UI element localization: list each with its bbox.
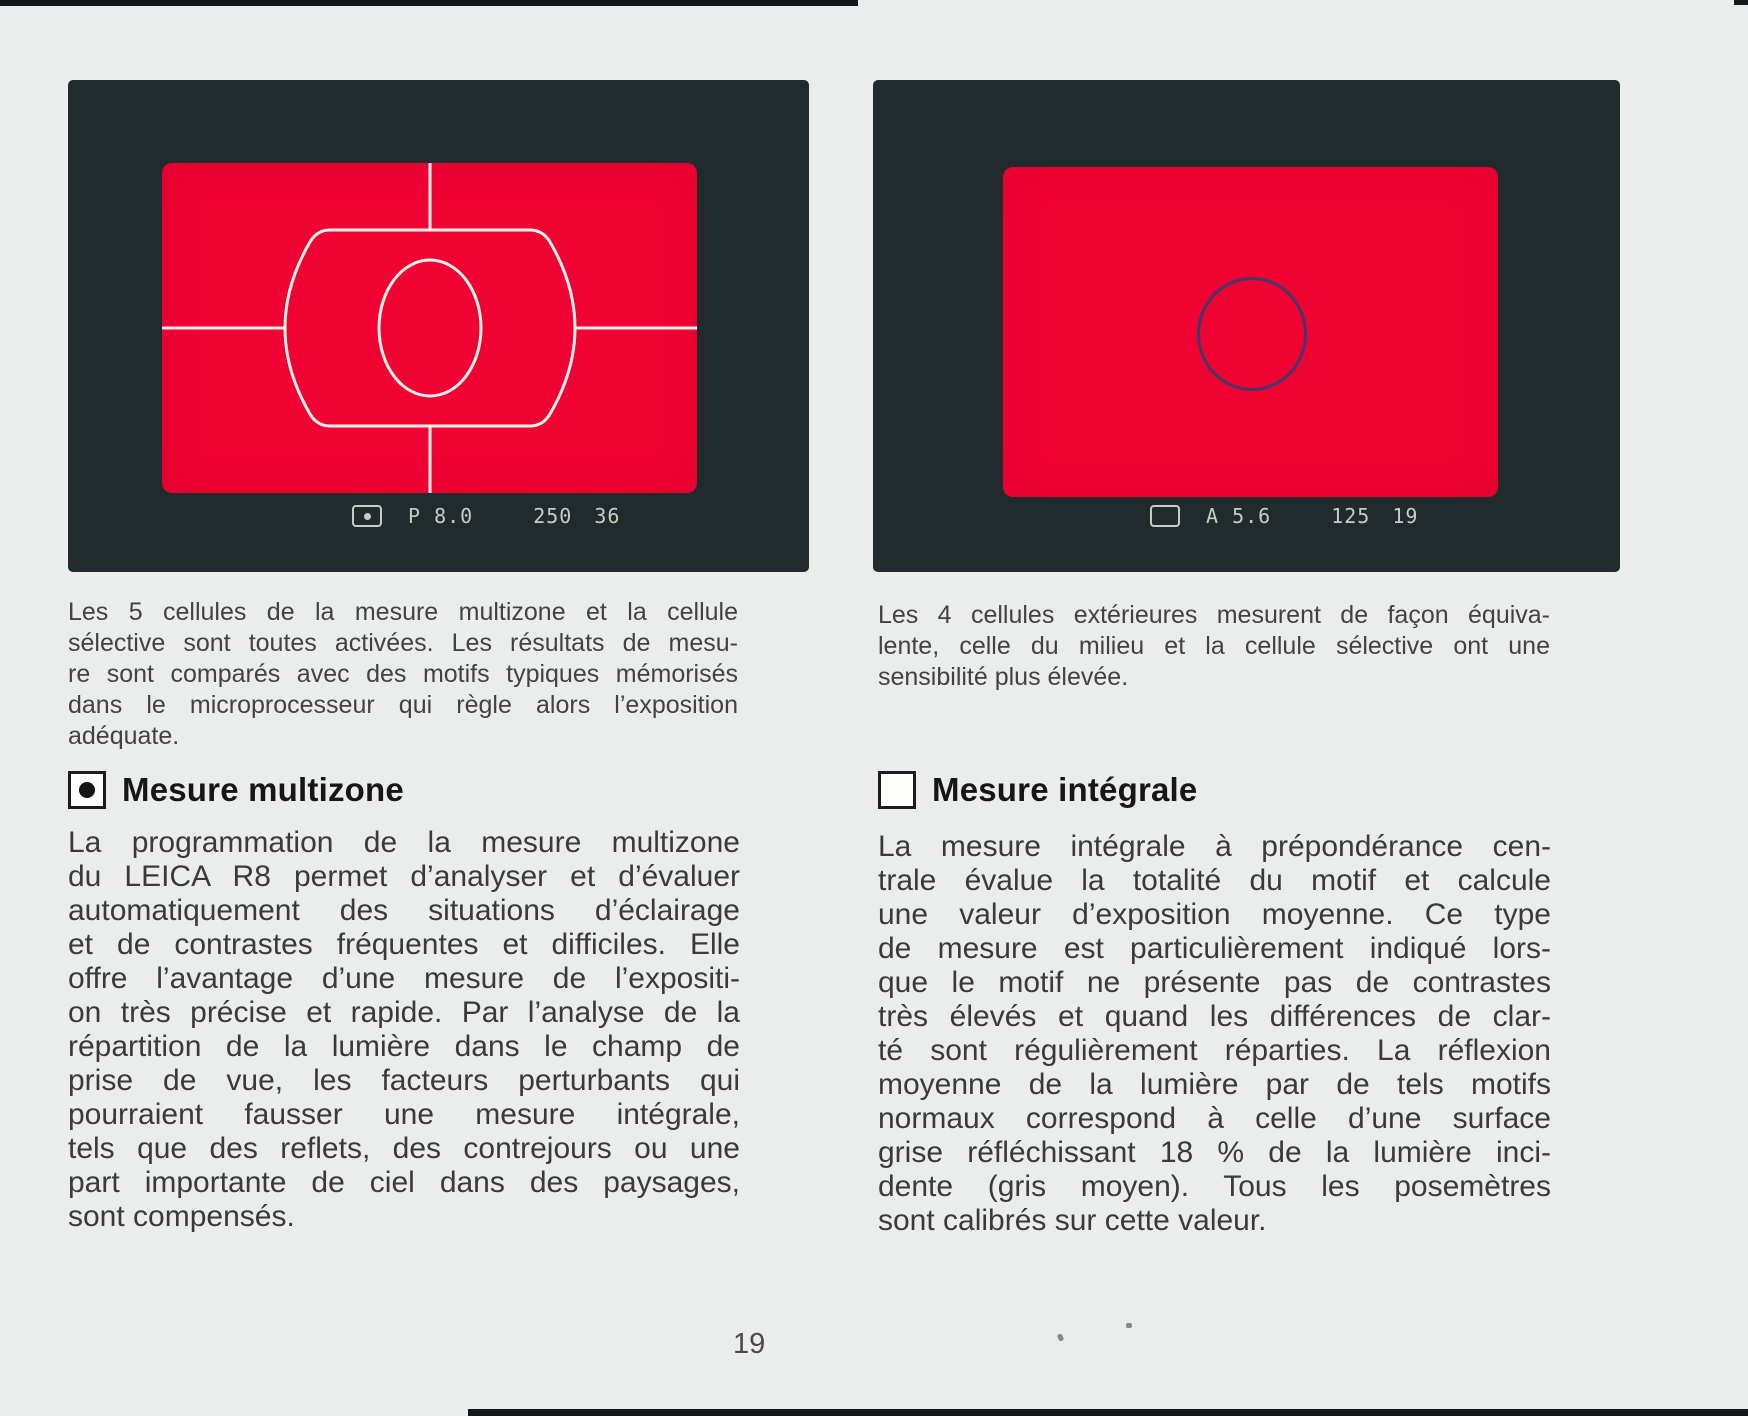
- section-title: Mesure intégrale: [932, 771, 1198, 808]
- multizone-pattern-graphic: [162, 163, 697, 493]
- text-line: que le motif ne présente pas de contrastes: [878, 966, 1551, 999]
- text-line: très élevés et quand les différences de clar-: [878, 1000, 1551, 1033]
- text-line: La mesure intégrale à prépondérance cen-: [878, 830, 1551, 863]
- viewfinder-lcd-readout: [1150, 504, 1418, 528]
- viewfinder-screen-red: [1003, 167, 1498, 497]
- text-line: Les 4 cellules extérieures mesurent de façon équiva-: [878, 601, 1550, 629]
- scan-edge-artifact: [1734, 0, 1748, 5]
- viewfinder-figure-multizone: [68, 80, 809, 572]
- mode-aperture-readout: A 5.6: [1206, 504, 1272, 528]
- text-line: répartition de la lumière dans le champ de: [68, 1030, 740, 1063]
- metering-dot: [79, 782, 95, 798]
- scan-edge-artifact: [468, 1409, 1748, 1416]
- text-line: re sont comparés avec des motifs typiques mémorisés: [68, 660, 738, 688]
- text-line: trale évalue la totalité du motif et calcule: [878, 864, 1551, 897]
- body-text-integrale: [878, 830, 1551, 1238]
- text-line: Les 5 cellules de la mesure multizone et la cellule: [68, 598, 738, 626]
- scan-speck-artifact: [1126, 1323, 1132, 1328]
- text-line: tels que des reflets, des contrejours ou une: [68, 1132, 740, 1165]
- text-line: pourraient fausser une mesure intégrale,: [68, 1098, 740, 1131]
- body-text-multizone: [68, 826, 740, 1234]
- text-line: té sont régulièrement réparties. La réflexion: [878, 1034, 1551, 1067]
- page-number: 19: [733, 1328, 766, 1360]
- text-line: sélective sont toutes activées. Les résultats de mesu-: [68, 629, 738, 657]
- selective-metering-circle: [1197, 277, 1307, 391]
- text-line: sont compensés.: [68, 1200, 295, 1233]
- text-line: du LEICA R8 permet d’analyser et d’évaluer: [68, 860, 740, 893]
- figure-caption-multizone: [68, 597, 738, 752]
- text-line: sont calibrés sur cette valeur.: [878, 1204, 1267, 1237]
- multizone-dot-square-icon: [68, 771, 106, 809]
- scan-speck-artifact: [1057, 1333, 1064, 1341]
- mode-aperture-readout: P 8.0: [408, 504, 474, 528]
- text-line: automatiquement des situations d’éclairage: [68, 894, 740, 927]
- frame-counter-readout: 19: [1392, 504, 1419, 528]
- section-title: Mesure multizone: [122, 771, 404, 808]
- text-line: prise de vue, les facteurs perturbants qui: [68, 1064, 740, 1097]
- section-heading-integral: [878, 770, 1197, 810]
- text-line: adéquate.: [68, 722, 180, 750]
- text-line: lente, celle du milieu et la cellule sélective ont une: [878, 632, 1550, 660]
- viewfinder-lcd-readout: [352, 504, 620, 528]
- text-line: on très précise et rapide. Par l’analyse de la: [68, 996, 740, 1029]
- text-line: offre l’avantage d’une mesure de l’expositi-: [68, 962, 740, 995]
- selective-oval-outline: [379, 260, 481, 396]
- multizone-metering-icon: [352, 505, 382, 527]
- integral-empty-square-icon: [878, 771, 916, 809]
- text-line: dans le microprocesseur qui règle alors l’exposition: [68, 691, 738, 719]
- section-heading-multizone: [68, 770, 404, 810]
- shutter-speed-readout: 125: [1331, 504, 1371, 528]
- viewfinder-screen-red: [162, 163, 697, 493]
- shutter-speed-readout: 250: [533, 504, 573, 528]
- text-line: de mesure est particulièrement indiqué lors-: [878, 932, 1551, 965]
- text-line: et de contrastes fréquentes et difficiles. Elle: [68, 928, 740, 961]
- frame-counter-readout: 36: [594, 504, 621, 528]
- text-line: dente (gris moyen). Tous les posemètres: [878, 1170, 1551, 1203]
- text-line: moyenne de la lumière par de tels motifs: [878, 1068, 1551, 1101]
- figure-caption-integral: [878, 600, 1550, 693]
- text-line: La programmation de la mesure multizone: [68, 826, 740, 859]
- scan-edge-artifact: [0, 0, 858, 6]
- metering-dot: [364, 513, 371, 520]
- text-line: grise réfléchissant 18 % de la lumière inci-: [878, 1136, 1551, 1169]
- text-line: sensibilité plus élevée.: [878, 663, 1129, 691]
- text-line: part importante de ciel dans des paysages,: [68, 1166, 740, 1199]
- viewfinder-figure-integral: [873, 80, 1620, 572]
- text-line: une valeur d’exposition moyenne. Ce type: [878, 898, 1551, 931]
- text-line: normaux correspond à celle d’une surface: [878, 1102, 1551, 1135]
- integral-metering-icon: [1150, 505, 1180, 527]
